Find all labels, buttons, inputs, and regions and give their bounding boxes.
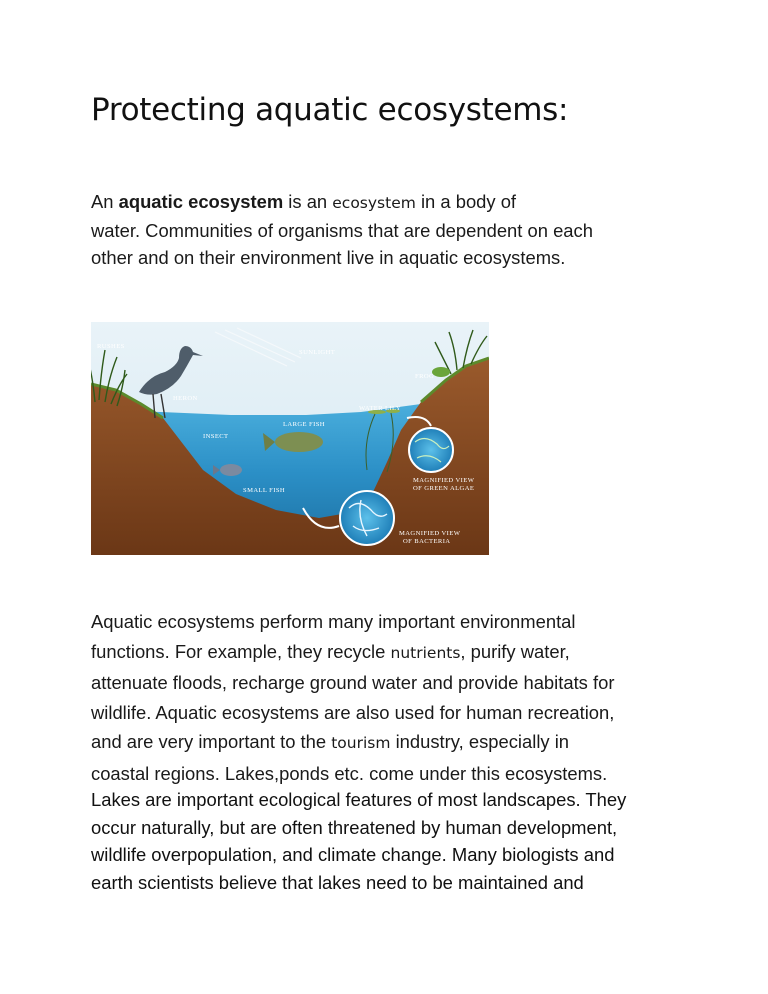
label-sunlight: SUNLIGHT [299, 349, 336, 356]
ecosystem-term: ecosystem [332, 194, 416, 212]
tourism-term: tourism [331, 734, 391, 752]
label-bacteria-1: MAGNIFIED VIEW [399, 530, 461, 537]
functions-line-4: wildlife. Aquatic ecosystems are also used for human recreation, [91, 701, 615, 723]
intro-text: An [91, 191, 119, 212]
lakes-line-2: occur naturally, but are often threatened by human development, [91, 816, 618, 838]
label-green-algae-2: OF GREEN ALGAE [413, 485, 475, 492]
label-insect: INSECT [203, 433, 229, 440]
functions-paragraph [91, 607, 691, 788]
functions-line-5 [91, 727, 691, 759]
lakes-line-4: earth scientists believe that lakes need to be maintained and [91, 871, 584, 893]
label-frog: FROG [415, 373, 435, 380]
lakes-line-1: Lakes are important ecological features of most landscapes. They [91, 789, 627, 810]
aquatic-ecosystem-diagram [91, 322, 489, 555]
functions-line-3: attenuate floods, recharge ground water and provide habitats for [91, 672, 615, 693]
intro-text: in a body of [415, 191, 517, 212]
aquatic-ecosystem-term: aquatic ecosystem [118, 191, 284, 212]
page-title: Protecting aquatic ecosystems: [91, 92, 569, 128]
label-heron: HERON [173, 395, 198, 402]
label-bacteria-2: OF BACTERIA [403, 538, 451, 545]
frog [432, 367, 450, 377]
intro-line-3: other and on their environment live in aquatic ecosystems. [91, 247, 566, 268]
label-green-algae-1: MAGNIFIED VIEW [413, 477, 475, 484]
functions-text: industry, especially in [390, 731, 570, 752]
functions-text: , purify water, [460, 640, 570, 662]
functions-line-6: coastal regions. Lakes,ponds etc. come under this ecosystems. [91, 762, 608, 784]
functions-line-1: Aquatic ecosystems perform many important environmental [91, 611, 576, 632]
label-water-lily: WATER LILY [359, 405, 401, 412]
lakes-line-3: wildlife overpopulation, and climate change. Many biologists and [91, 844, 615, 865]
bacteria-magnified-view [340, 491, 394, 545]
intro-line-1 [91, 188, 691, 217]
label-large-fish: LARGE FISH [283, 421, 325, 428]
lakes-paragraph [91, 786, 691, 896]
intro-line-2: water. Communities of organisms that are dependent on each [91, 220, 593, 241]
intro-text: is an [283, 191, 333, 212]
functions-text: and are very important to the [91, 731, 332, 752]
label-rushes: RUSHES [97, 343, 125, 350]
functions-line-2 [91, 637, 691, 669]
algae-magnified-view [409, 428, 453, 472]
label-small-fish: SMALL FISH [243, 487, 286, 494]
intro-paragraph [91, 188, 691, 271]
functions-text: functions. For example, they recycle [91, 640, 391, 662]
nutrients-term: nutrients [390, 643, 461, 662]
diagram-svg [91, 322, 489, 555]
